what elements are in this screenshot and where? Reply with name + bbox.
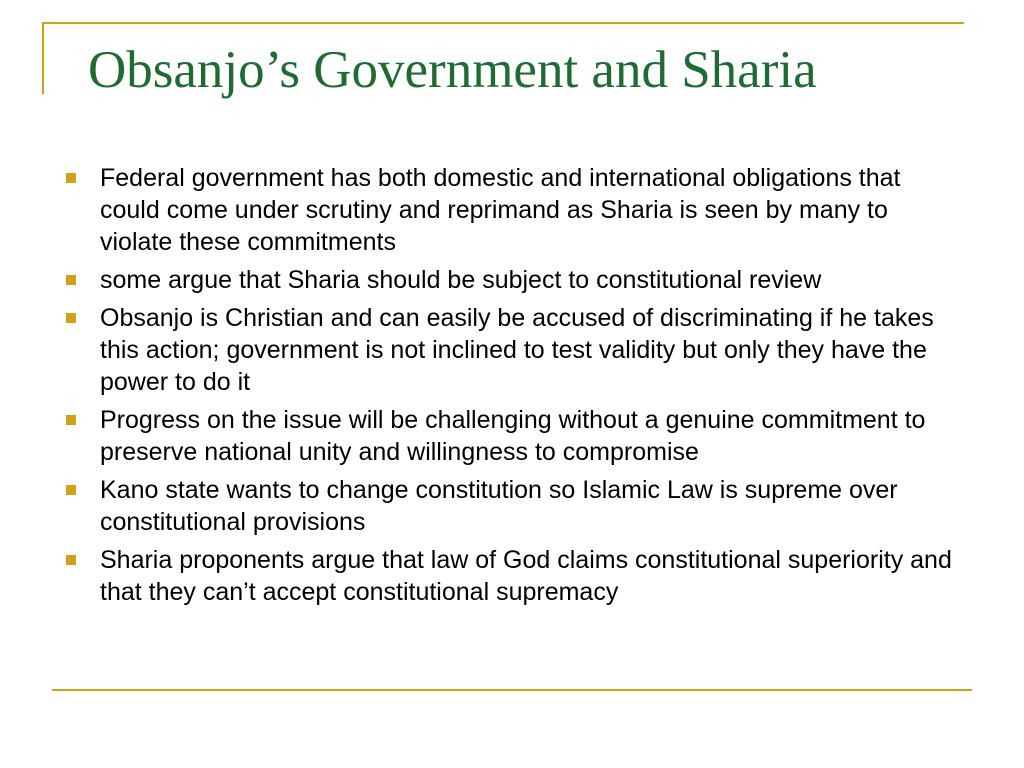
square-bullet-icon [66, 555, 76, 565]
bottom-rule-line [52, 689, 972, 691]
square-bullet-icon [66, 313, 76, 323]
bullet-text: Sharia proponents argue that law of God claims constitutional superiority and that they can’t accept constitutional supremacy [100, 546, 952, 606]
bullet-item [62, 474, 967, 538]
bullet-text: Progress on the issue will be challenging without a genuine commitment to preserve national unity and willingness to compromise [100, 406, 926, 466]
bullet-item [62, 162, 967, 258]
square-bullet-icon [66, 415, 76, 425]
square-bullet-icon [66, 173, 76, 183]
bullet-text: some argue that Sharia should be subject to constitutional review [100, 266, 822, 294]
square-bullet-icon [66, 485, 76, 495]
bullet-list [62, 162, 967, 614]
left-rule-line [42, 22, 44, 94]
top-rule-line [42, 22, 964, 24]
bullet-item [62, 264, 967, 296]
bullet-item [62, 404, 967, 468]
bullet-text: Kano state wants to change constitution so Islamic Law is supreme over constitutional provisions [100, 476, 898, 536]
bullet-text: Federal government has both domestic and international obligations that could come under scrutiny and reprimand as Sharia is seen by many to violate these commitments [100, 164, 901, 256]
square-bullet-icon [66, 275, 76, 285]
bullet-item [62, 302, 967, 398]
slide-title: Obsanjo’s Government and Sharia [88, 41, 817, 99]
bullet-item [62, 544, 967, 608]
bullet-text: Obsanjo is Christian and can easily be accused of discriminating if he takes this action; government is not inclined to test validity but only they have the power to do it [100, 304, 934, 396]
